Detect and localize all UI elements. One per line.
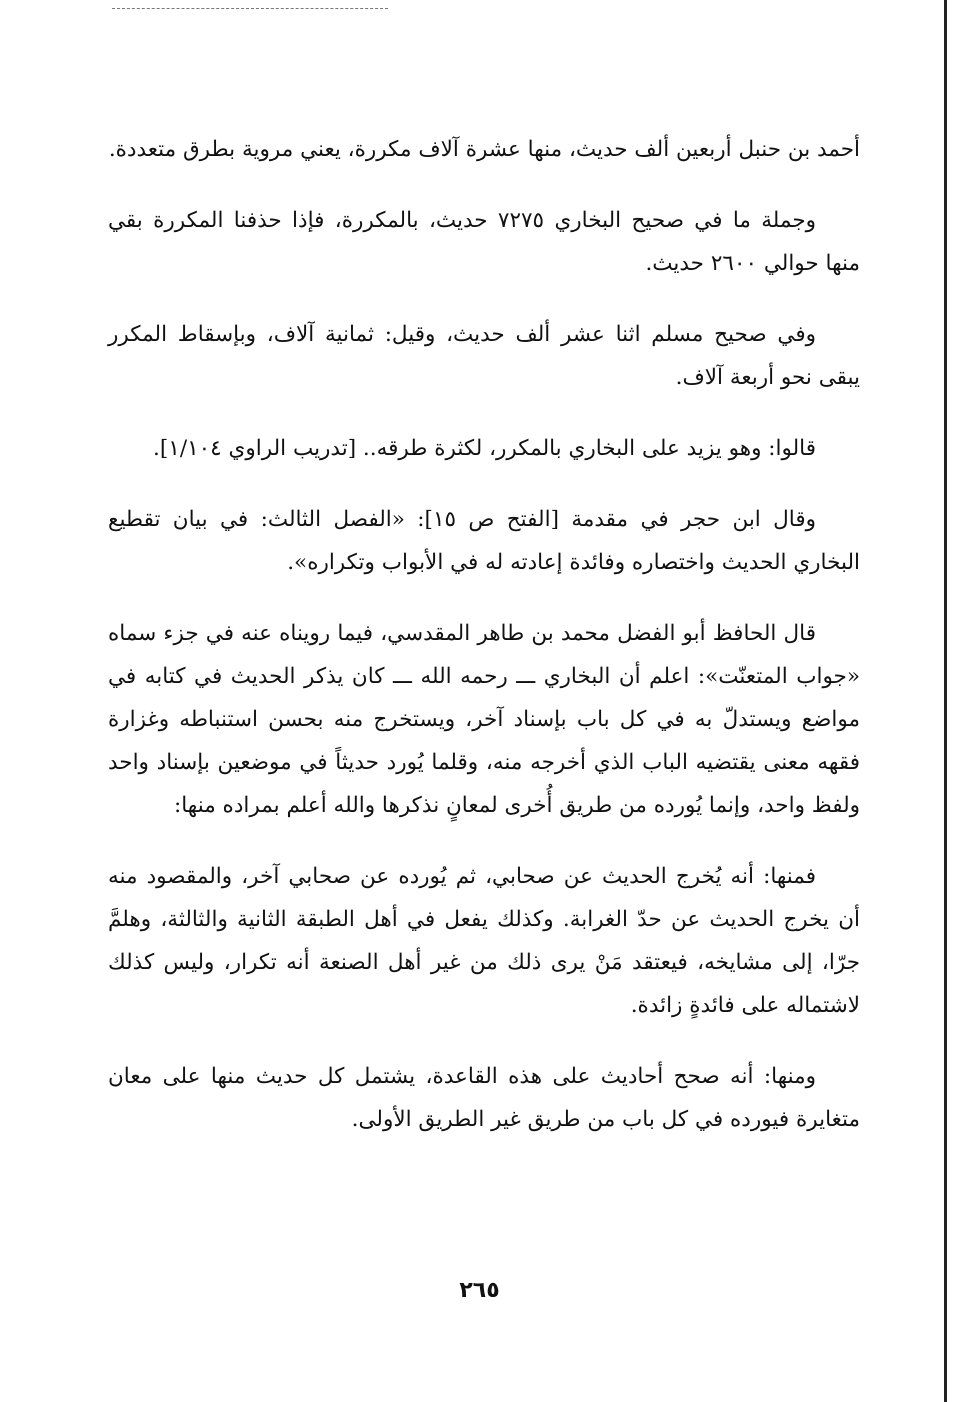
paragraph-5: وقال ابن حجر في مقدمة [الفتح ص ١٥]: «الفصل الثالث: في بيان تقطيع البخاري الحديث واختصاره وفائدة إعادته له في الأبواب وتكراره». [108, 507, 860, 575]
paragraph-3: وفي صحيح مسلم اثنا عشر ألف حديث، وقيل: ثمانية آلاف، وبإسقاط المكرر يبقى نحو أربعة آلاف. [108, 322, 860, 390]
scan-edge-border [944, 0, 947, 1402]
paragraph-6: قال الحافظ أبو الفضل محمد بن طاهر المقدسي، فيما رويناه عنه في جزء سماه «جواب المتعنّت»: اعلم أن البخاري ـــ رحمه الله ـــ كان يذكر الحديث في كتابه في مواضع ويستدلّ به في كل باب بإسناد آخر، ويستخرج منه بحسن استنباطه وغزارة فقهه معنى يقتضيه الباب الذي أخرجه منه، وقلما يُورد حديثاً في موضعين بإسناد واحد ولفظ واحد، وإنما يُورده من طريق أُخرى لمعانٍ نذكرها والله أعلم بمراده منها: [108, 621, 860, 818]
paragraph-7: فمنها: أنه يُخرج الحديث عن صحابي، ثم يُورده عن صحابي آخر، والمقصود منه أن يخرج الحديث عن حدّ الغرابة. وكذلك يفعل في أهل الطبقة الثانية والثالثة، وهلمَّ جرّا، إلى مشايخه، فيعتقد مَنْ يرى ذلك من غير أهل الصنعة أنه تكرار، وليس كذلك لاشتماله على فائدةٍ زائدة. [108, 864, 860, 1018]
paragraph-4: قالوا: وهو يزيد على البخاري بالمكرر، لكثرة طرقه.. [تدريب الراوي ١/١٠٤]. [153, 436, 816, 461]
top-dashed-rule [112, 8, 388, 9]
paragraph-2: وجملة ما في صحيح البخاري ٧٢٧٥ حديث، بالمكررة، فإذا حذفنا المكررة بقي منها حوالي ٢٦٠٠ حديث. [108, 208, 860, 276]
paragraph-8: ومنها: أنه صحح أحاديث على هذه القاعدة، يشتمل كل حديث منها على معان متغايرة فيورده في كل باب من طريق غير الطريق الأولى. [108, 1064, 860, 1132]
page-body [108, 128, 860, 1169]
page-number: ٢٦٥ [459, 1278, 500, 1303]
paragraph-1: أحمد بن حنبل أربعين ألف حديث، منها عشرة آلاف مكررة، يعني مروية بطرق متعددة. [108, 137, 860, 162]
